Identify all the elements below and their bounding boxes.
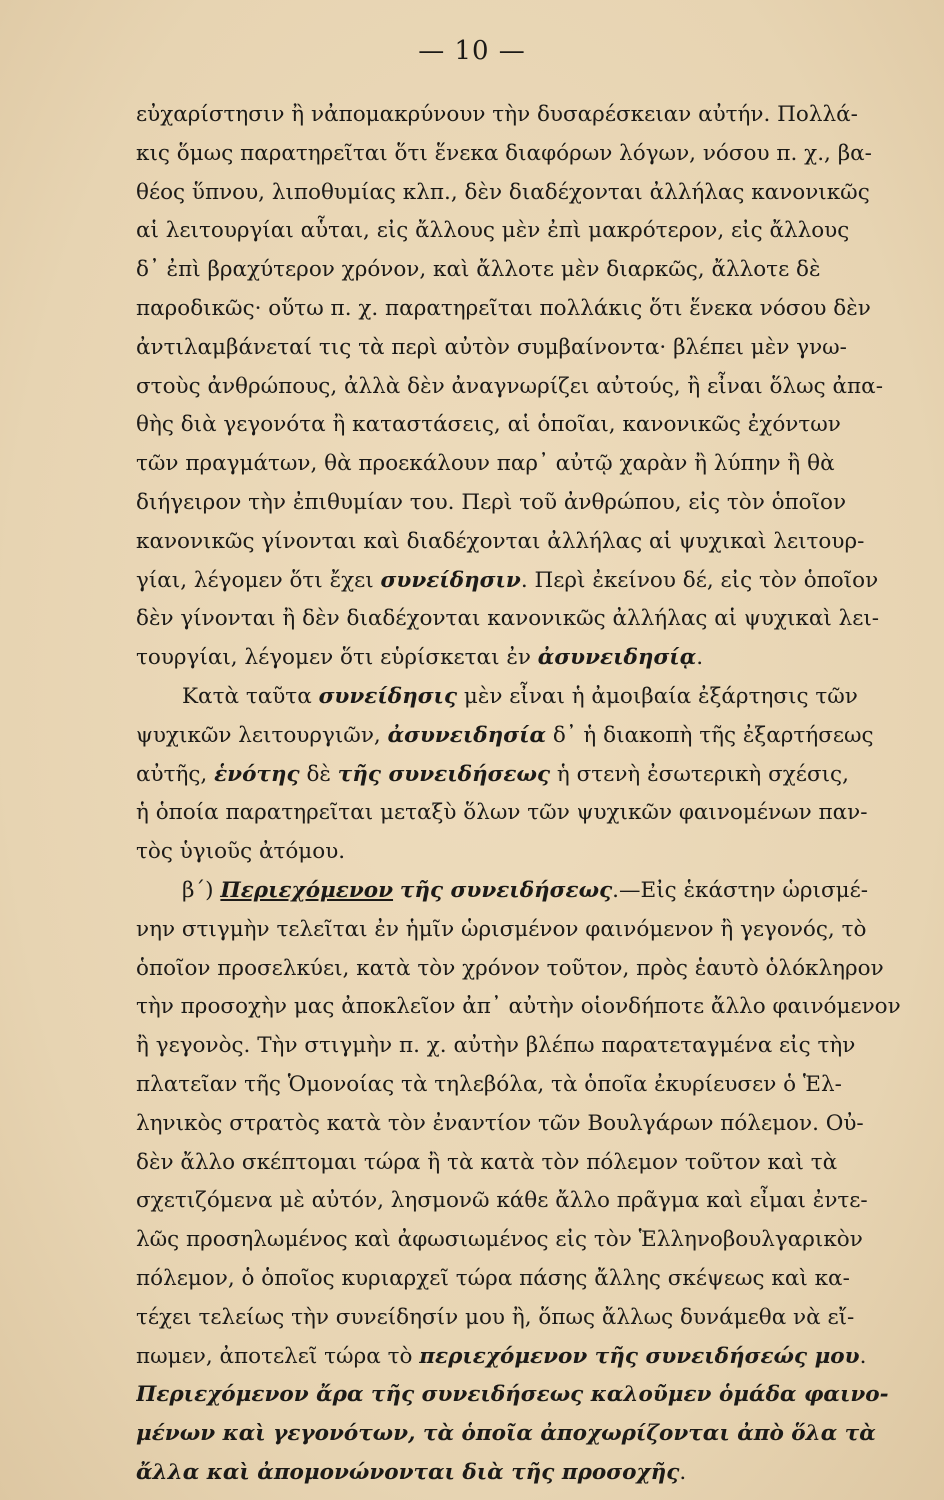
text-segment: ἡ ὁποία παρατηρεῖται μεταξὺ ὅλων τῶν ψυχικῶν φαινομένων παν- (136, 800, 868, 826)
emphasized-text: συνείδησις (318, 683, 458, 709)
text-segment: ἀντιλαμβάνεταί τις τὰ περὶ αὐτὸν συμβαίνοντα· βλέπει μὲν γνω- (136, 334, 847, 360)
text-line (136, 794, 916, 833)
text-segment: . (679, 1459, 687, 1485)
text-line (136, 212, 916, 251)
text-line (136, 562, 916, 601)
text-segment: θέος ὕπνου, λιποθυμίας κλπ., δὲν διαδέχονται ἀλλήλας κανονικῶς (136, 179, 870, 205)
text-segment: ἢ γεγονὸς. Τὴν στιγμὴν π. χ. αὐτὴν βλέπω παρατεταγμένα εἰς τὴν (136, 1033, 856, 1059)
text-segment: ληνικὸς στρατὸς κατὰ τὸν ἐναντίον τῶν Βουλγάρων πόλεμον. Οὐ- (136, 1110, 864, 1136)
text-line (136, 523, 916, 562)
emphasized-text: συνείδησιν (380, 567, 521, 593)
text-line (136, 872, 916, 911)
text-segment: .—Εἰς ἑκάστην ὡρισμέ- (612, 877, 869, 903)
text-line (136, 406, 916, 445)
text-segment (393, 878, 400, 903)
text-segment: . (696, 645, 704, 671)
text-segment: πόλεμον, ὁ ὁποῖος κυριαρχεῖ τώρα πάσης ἄλλης σκέψεως καὶ κα- (136, 1265, 850, 1291)
text-segment: τῶν πραγμάτων, θὰ προεκάλουν παρ᾿ αὐτῷ χαρὰν ἢ λύπην ἢ θὰ (136, 451, 835, 477)
text-segment: τέχει τελείως τὴν συνείδησίν μου ἢ, ὅπως ἄλλως δυνάμεθα νὰ εἴ- (136, 1304, 855, 1330)
text-line (136, 1144, 916, 1183)
text-line (136, 678, 916, 717)
text-segment: ὁποῖον προσελκύει, κατὰ τὸν χρόνον τοῦτον, πρὸς ἑαυτὸ ὁλόκληρον (136, 955, 884, 981)
text-segment: Κατὰ ταῦτα (182, 683, 319, 709)
text-line (136, 600, 916, 639)
text-segment: δὲν γίνονται ἢ δὲν διαδέχονται κανονικῶς ἀλλήλας αἱ ψυχικαὶ λει- (136, 606, 880, 632)
text-segment: αἱ λειτουργίαι αὗται, εἰς ἄλλους μὲν ἐπὶ μακρότερον, εἰς ἄλλους (136, 218, 850, 244)
emphasized-text: ἀσυνειδησία (387, 722, 547, 748)
text-segment: λῶς προσηλωμένος καὶ ἀφωσιωμένος εἰς τὸν Ἑλληνοβουλγαρικὸν (136, 1227, 863, 1253)
text-line (136, 329, 916, 368)
text-segment: κις ὅμως παρατηρεῖται ὅτι ἕνεκα διαφόρων λόγων, νόσου π. χ., βα- (136, 140, 872, 166)
emphasized-text: μένων καὶ γεγονότων, τὰ ὁποῖα ἀποχωρίζονται ἀπὸ ὅλα τὰ (136, 1421, 876, 1447)
text-segment: νην στιγμὴν τελεῖται ἐν ἡμῖν ὡρισμένον φαινόμενον ἢ γεγονός, τὸ (136, 916, 867, 942)
text-line (136, 950, 916, 989)
emphasized-text: ἑνότης (214, 761, 300, 787)
text-line (136, 251, 916, 290)
text-segment: στοὺς ἀνθρώπους, ἀλλὰ δὲν ἀναγνωρίζει αὐτούς, ἢ εἶναι ὅλως ἀπα- (136, 373, 883, 399)
page-text (136, 96, 916, 1493)
emphasized-text: Περιεχόμενον ἄρα τῆς συνειδήσεως καλοῦμεν ὁμάδα φαινο- (136, 1382, 889, 1408)
emphasized-text: ἀσυνειδησίᾳ (537, 645, 697, 671)
text-line (136, 988, 916, 1027)
text-segment: τὸς ὑγιοῦς ἀτόμου. (136, 839, 346, 865)
text-line (136, 1182, 916, 1221)
text-segment: . (859, 1343, 867, 1369)
text-segment: τὴν προσοχὴν μας ἀποκλεῖον ἀπ᾿ αὐτὴν οἱονδήποτε ἄλλο φαινόμενον (136, 994, 901, 1020)
text-line (136, 484, 916, 523)
text-segment: πωμεν, ἀποτελεῖ τώρα τὸ (136, 1343, 420, 1369)
text-line (136, 1415, 916, 1454)
text-line (136, 717, 916, 756)
text-line (136, 1260, 916, 1299)
text-segment: αὐτῆς, (136, 761, 215, 787)
text-segment: τουργίαι, λέγομεν ὅτι εὑρίσκεται ἐν (136, 645, 538, 671)
emphasized-underlined-text: Περιεχόμενον (220, 877, 394, 903)
text-segment: εὐχαρίστησιν ἢ νἀπομακρύνουν τὴν δυσαρέσκειαν αὐτήν. Πολλά- (136, 102, 858, 127)
text-line (136, 1027, 916, 1066)
emphasized-text: ἄλλα καὶ ἀπομονώνονται διὰ τῆς προσοχῆς (136, 1459, 680, 1485)
text-segment: σχετιζόμενα μὲ αὐτόν, λησμονῶ κάθε ἄλλο πρᾶγμα καὶ εἶμαι ἐντε- (136, 1188, 868, 1214)
emphasized-text: περιεχόμενον τῆς συνειδήσεώς μου (419, 1343, 860, 1369)
text-line (136, 1105, 916, 1144)
text-line (136, 1066, 916, 1105)
text-segment: ἡ στενὴ ἐσωτερικὴ σχέσις, (550, 761, 849, 787)
text-segment: διήγειρον τὴν ἐπιθυμίαν του. Περὶ τοῦ ἀνθρώπου, εἰς τὸν ὁποῖον (136, 489, 847, 515)
text-line (136, 96, 916, 135)
text-line (136, 1338, 916, 1377)
emphasized-text: τῆς συνειδήσεως (337, 761, 551, 787)
text-line (136, 1299, 916, 1338)
text-segment: παροδικῶς· οὕτω π. χ. παρατηρεῖται πολλάκις ὅτι ἕνεκα νόσου δὲν (136, 295, 871, 321)
text-segment: ψυχικῶν λειτουργιῶν, (136, 722, 388, 748)
text-line (136, 1221, 916, 1260)
text-line (136, 174, 916, 213)
text-line (136, 290, 916, 329)
text-line (136, 368, 916, 407)
text-segment: δὲ (299, 761, 338, 787)
text-segment: δ᾿ ἡ διακοπὴ τῆς ἐξαρτήσεως (546, 722, 874, 748)
page-number: — 10 — (418, 36, 526, 66)
text-line (136, 1376, 916, 1415)
text-segment: δὲν ἄλλο σκέπτομαι τώρα ἢ τὰ κατὰ τὸν πόλεμον τοῦτον καὶ τὰ (136, 1149, 838, 1175)
text-line (136, 445, 916, 484)
text-line (136, 833, 916, 872)
text-segment: κανονικῶς γίνονται καὶ διαδέχονται ἀλλήλας αἱ ψυχικαὶ λειτουρ- (136, 528, 865, 554)
text-segment: θὴς διὰ γεγονότα ἢ καταστάσεις, αἱ ὁποῖαι, κανονικῶς ἐχόντων (136, 412, 841, 438)
emphasized-text: τῆς συνειδήσεως (399, 877, 613, 903)
text-line (136, 756, 916, 795)
text-segment: δ᾿ ἐπὶ βραχύτερον χρόνον, καὶ ἄλλοτε μὲν διαρκῶς, ἄλλοτε δὲ (136, 257, 821, 283)
text-segment: γίαι, λέγομεν ὅτι ἔχει (136, 567, 381, 593)
text-segment: μὲν εἶναι ἡ ἀμοιβαία ἐξάρτησις τῶν (457, 683, 858, 709)
text-segment: . Περὶ ἐκείνου δέ, εἰς τὸν ὁποῖον (520, 567, 879, 593)
text-line (136, 1454, 916, 1493)
text-line (136, 135, 916, 174)
text-line (136, 911, 916, 950)
text-segment: β΄) (182, 877, 221, 903)
text-line (136, 639, 916, 678)
text-segment: πλατεῖαν τῆς Ὁμονοίας τὰ τηλεβόλα, τὰ ὁποῖα ἐκυρίευσεν ὁ Ἑλ- (136, 1071, 842, 1097)
